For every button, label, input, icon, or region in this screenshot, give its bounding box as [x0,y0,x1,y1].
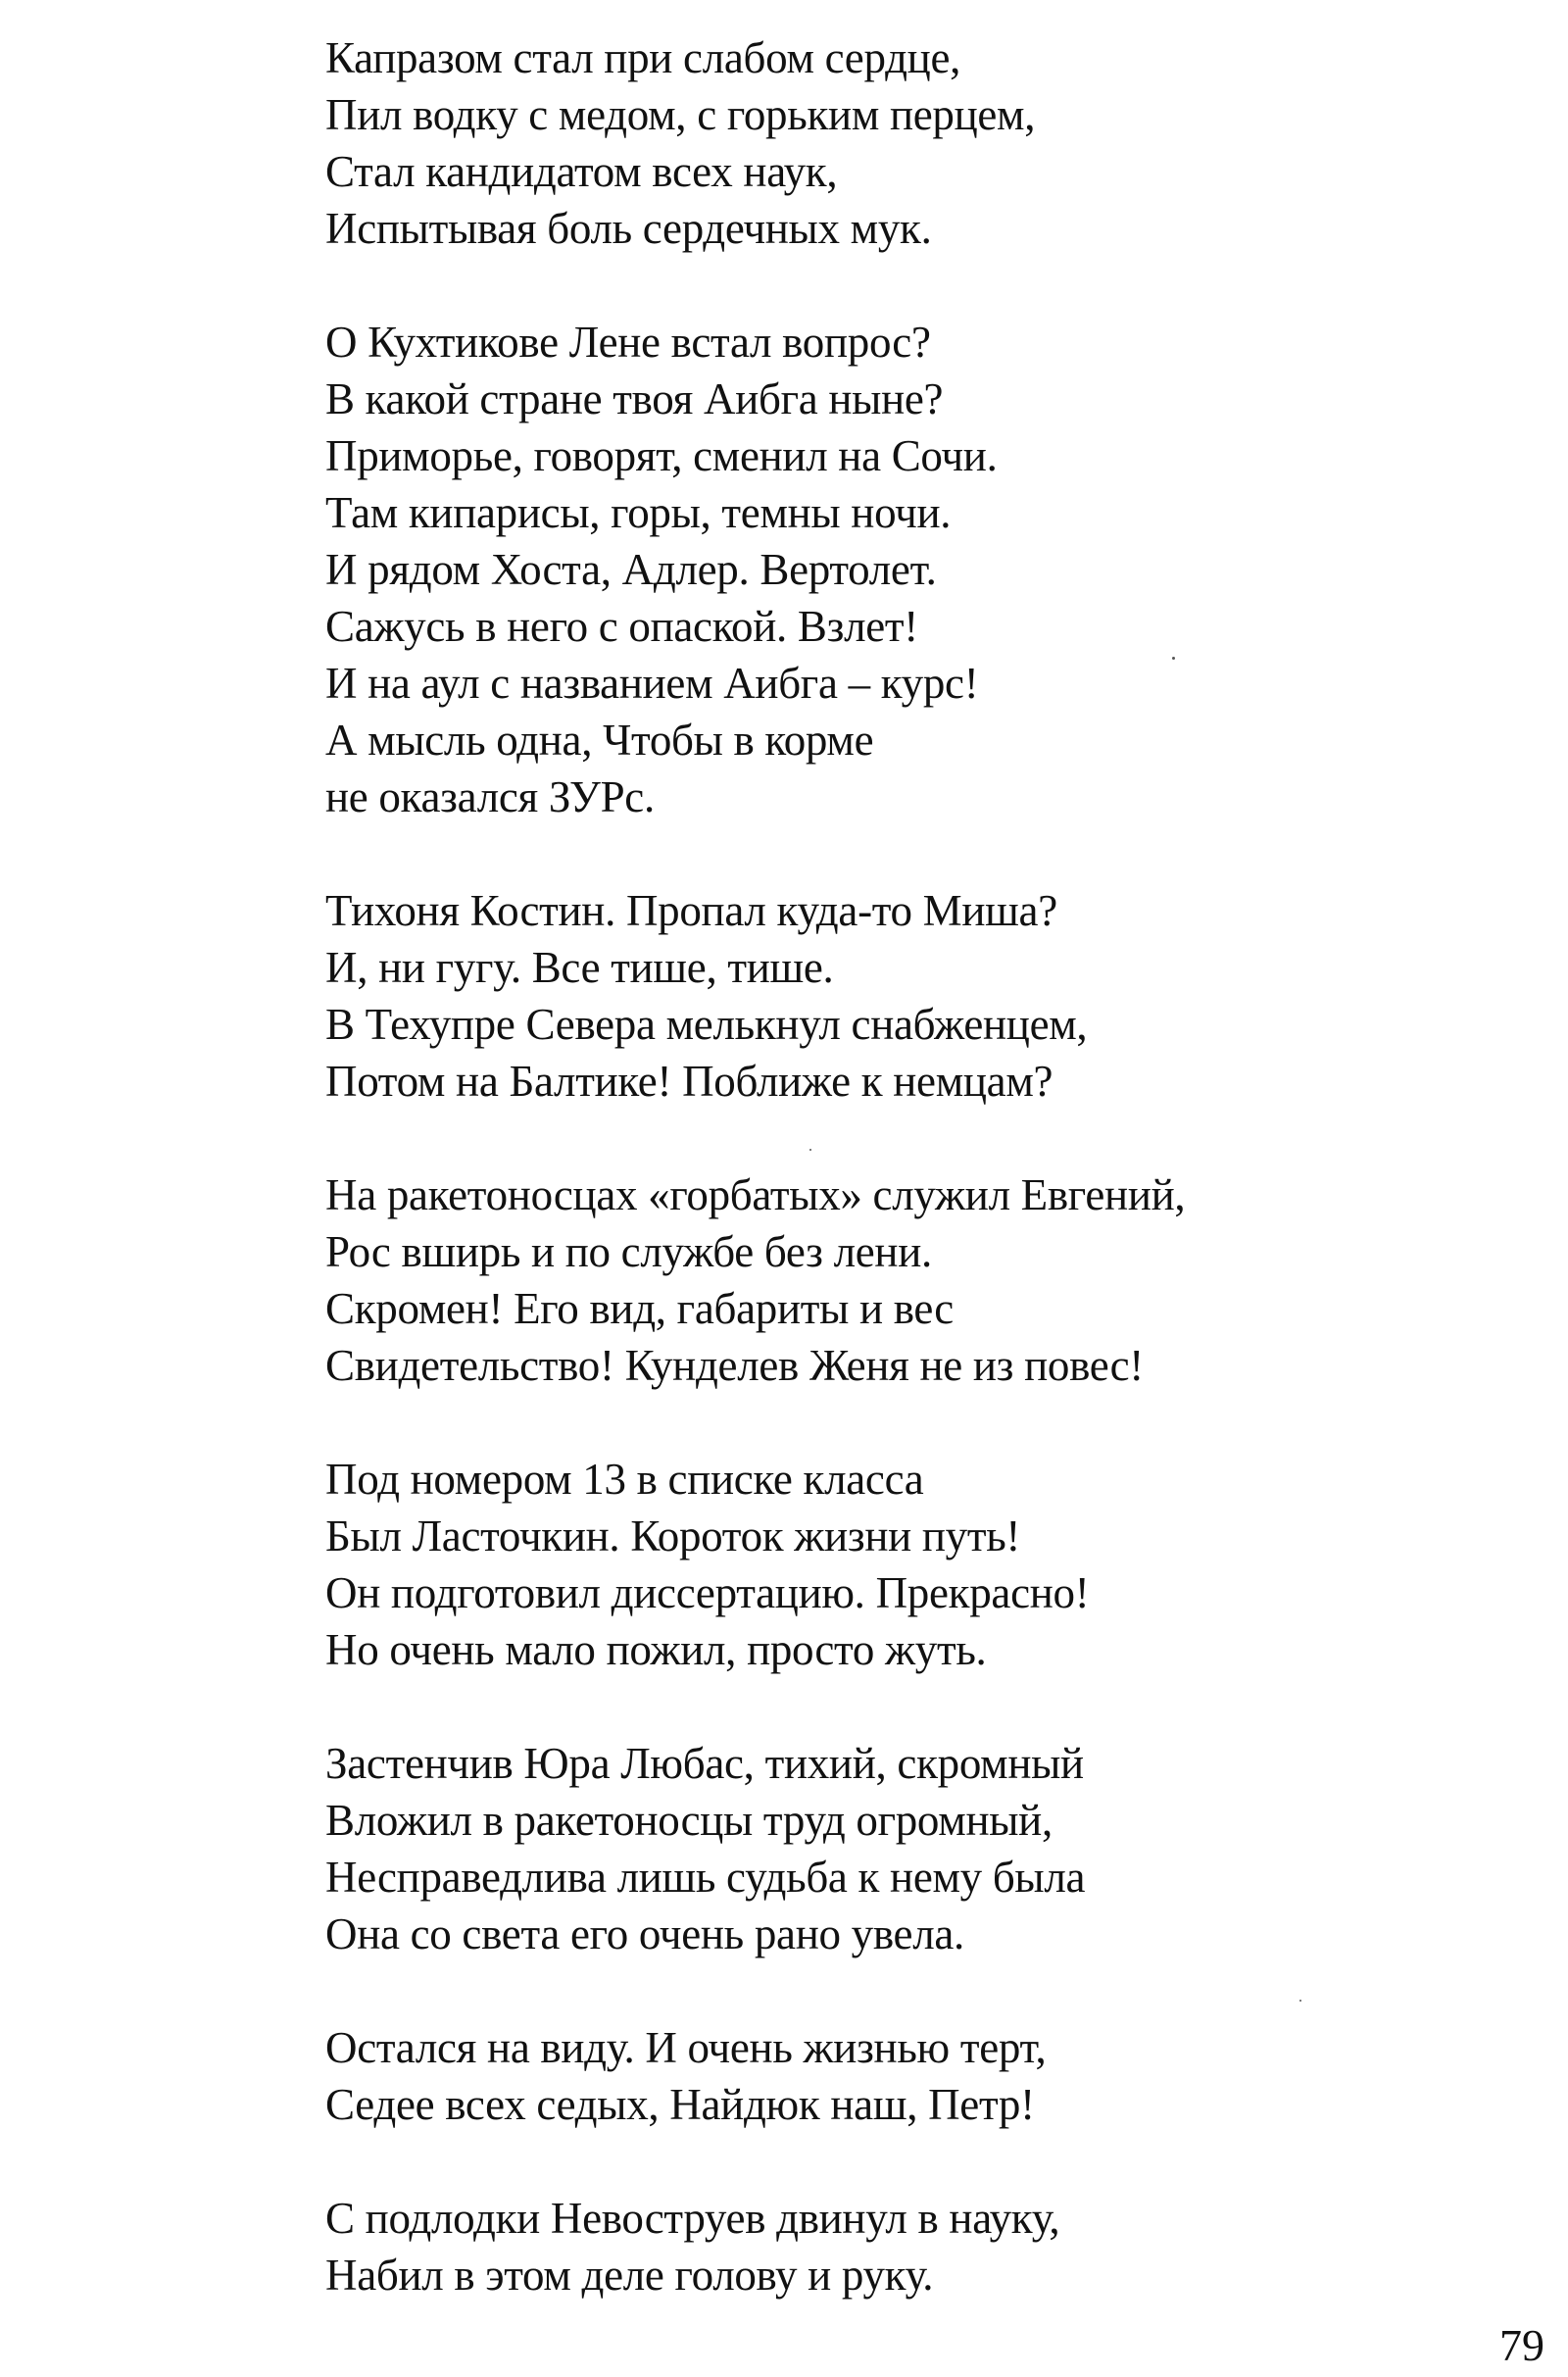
poem-line: Сажусь в него с опаской. Взлет! [325,602,918,651]
poem-line: Испытывая боль сердечных мук. [325,204,932,253]
poem-line: Застенчив Юра Любас, тихий, скромный [325,1739,1084,1788]
poem-line: И на аул с названием Аибга – курс! [325,659,979,708]
poem-line: Скромен! Его вид, габариты и вес [325,1284,954,1333]
poem-line: В Техупре Севера мелькнул снабженцем, [325,1000,1088,1049]
poem-line: Но очень мало пожил, просто жуть. [325,1625,987,1674]
poem-line: Капразом стал при слабом сердце, [325,33,961,82]
stanza [325,2190,1501,2303]
poem-line: Она со света его очень рано увела. [325,1909,964,1958]
poem-line: Приморье, говорят, сменил на Сочи. [325,431,998,480]
poem-line: Седее всех седых, Найдюк наш, Петр! [325,2080,1035,2129]
scan-speck [809,1149,811,1151]
poem-line: С подлодки Невоструев двинул в науку, [325,2194,1060,2243]
poem-line: Он подготовил диссертацию. Прекрасно! [325,1568,1090,1617]
poem-line: Под номером 13 в списке класса [325,1455,924,1504]
poem-line: Рос вширь и по службе без лени. [325,1227,932,1276]
stanza [325,882,1501,1110]
poem-line: И, ни гугу. Все тише, тише. [325,943,834,992]
poem-line: Потом на Балтике! Поближе к немцам? [325,1057,1054,1106]
scan-speck [1172,657,1175,660]
stanza [325,314,1501,825]
poem-text [325,29,1501,2303]
poem-line: Был Ласточкин. Короток жизни путь! [325,1511,1021,1560]
poem-line: На ракетоносцах «горбатых» служил Евгений, [325,1170,1186,1219]
poem-line: Пил водку с медом, с горьким перцем, [325,90,1036,139]
poem-line: Вложил в ракетоносцы труд огромный, [325,1796,1053,1845]
poem-line: Там кипарисы, горы, темны ночи. [325,488,952,537]
poem-line: Тихоня Костин. Пропал куда-то Миша? [325,886,1057,935]
poem-line: Стал кандидатом всех наук, [325,147,838,196]
poem-line: не оказался ЗУРс. [325,772,655,821]
scan-speck [1299,2000,1301,2002]
poem-line: Набил в этом деле голову и руку. [325,2251,934,2300]
poem-line: И рядом Хоста, Адлер. Вертолет. [325,545,937,594]
stanza [325,1451,1501,1678]
poem-line: А мысль одна, Чтобы в корме [325,716,874,765]
poem-line: Несправедлива лишь судьба к нему была [325,1853,1086,1902]
stanza [325,1166,1501,1394]
stanza [325,29,1501,257]
stanza [325,1735,1501,1962]
page-number: 79 [1499,2320,1544,2370]
stanza [325,2019,1501,2133]
poem-line: Остался на виду. И очень жизнью терт, [325,2023,1047,2072]
poem-line: Свидетельство! Кунделев Женя не из повес! [325,1341,1144,1390]
poem-line: В какой стране твоя Аибга ныне? [325,374,944,423]
poem-line: О Кухтикове Лене встал вопрос? [325,318,931,367]
